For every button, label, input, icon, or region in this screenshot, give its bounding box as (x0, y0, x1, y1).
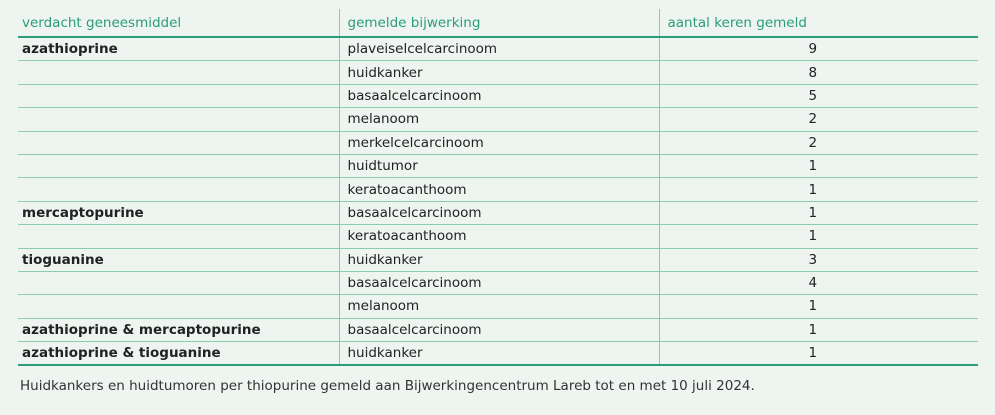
cell-drug (18, 84, 339, 107)
cell-count: 1 (659, 178, 978, 201)
cell-count: 1 (659, 201, 978, 224)
cell-drug: mercaptopurine (18, 201, 339, 224)
table-row (18, 342, 978, 366)
cell-reaction: basaalcelcarcinoom (339, 271, 659, 294)
column-header-reaction: gemelde bijwerking (339, 9, 659, 37)
cell-reaction: basaalcelcarcinoom (339, 201, 659, 224)
column-header-drug: verdacht geneesmiddel (18, 9, 339, 37)
cell-reaction: huidtumor (339, 154, 659, 177)
cell-reaction: keratoacanthoom (339, 225, 659, 248)
cell-drug (18, 61, 339, 84)
cell-reaction: basaalcelcarcinoom (339, 318, 659, 341)
cell-drug (18, 295, 339, 318)
table-row (18, 178, 978, 201)
cell-drug (18, 154, 339, 177)
cell-count: 2 (659, 131, 978, 154)
cell-drug (18, 108, 339, 131)
column-header-count: aantal keren gemeld (659, 9, 978, 37)
cell-drug (18, 225, 339, 248)
cell-reaction: keratoacanthoom (339, 178, 659, 201)
cell-reaction: basaalcelcarcinoom (339, 84, 659, 107)
cell-reaction: plaveiselcelcarcinoom (339, 37, 659, 61)
cell-drug: azathioprine & mercaptopurine (18, 318, 339, 341)
table-caption: Huidkankers en huidtumoren per thiopurine gemeld aan Bijwerkingencentrum Lareb tot en met 10 juli 2024. (20, 378, 755, 394)
cell-reaction: huidkanker (339, 61, 659, 84)
cell-count: 3 (659, 248, 978, 271)
cell-reaction: melanoom (339, 295, 659, 318)
cell-drug: azathioprine (18, 37, 339, 61)
cell-count: 1 (659, 342, 978, 366)
table-row (18, 295, 978, 318)
table-row (18, 201, 978, 224)
cell-drug: azathioprine & tioguanine (18, 342, 339, 366)
cell-reaction: melanoom (339, 108, 659, 131)
cell-drug: tioguanine (18, 248, 339, 271)
table-row (18, 318, 978, 341)
cell-drug (18, 178, 339, 201)
cell-reaction: merkelcelcarcinoom (339, 131, 659, 154)
cell-count: 1 (659, 225, 978, 248)
cell-count: 1 (659, 318, 978, 341)
adverse-reactions-table (18, 9, 978, 366)
table-row (18, 271, 978, 294)
cell-count: 8 (659, 61, 978, 84)
adverse-reactions-table-container (18, 9, 978, 366)
cell-count: 9 (659, 37, 978, 61)
table-row (18, 37, 978, 61)
table-row (18, 154, 978, 177)
cell-count: 4 (659, 271, 978, 294)
table-row (18, 225, 978, 248)
cell-reaction: huidkanker (339, 248, 659, 271)
table-row (18, 131, 978, 154)
cell-reaction: huidkanker (339, 342, 659, 366)
cell-count: 5 (659, 84, 978, 107)
cell-count: 1 (659, 295, 978, 318)
cell-drug (18, 271, 339, 294)
cell-drug (18, 131, 339, 154)
table-row (18, 84, 978, 107)
table-body (18, 37, 978, 365)
table-header-row (18, 9, 978, 37)
table-row (18, 248, 978, 271)
cell-count: 2 (659, 108, 978, 131)
table-row (18, 108, 978, 131)
cell-count: 1 (659, 154, 978, 177)
table-row (18, 61, 978, 84)
